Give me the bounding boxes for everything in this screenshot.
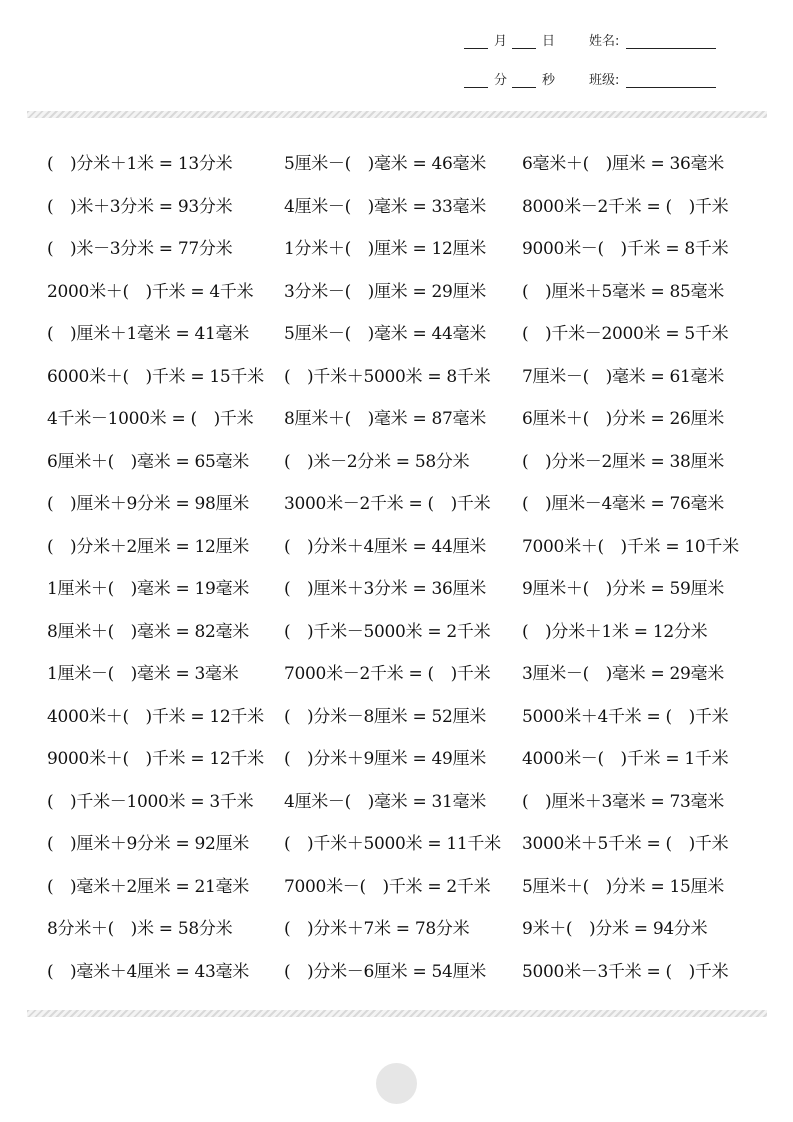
problem-item[interactable]: ( )分米＋1米 = 12分米: [522, 621, 708, 642]
month-label: 月: [494, 34, 508, 49]
problem-item[interactable]: 7000米－( )千米 = 2千米: [284, 876, 491, 897]
problem-item[interactable]: ( )厘米＋3分米 = 36厘米: [284, 579, 486, 599]
day-blank[interactable]: [512, 48, 536, 49]
problem-item[interactable]: 2000米＋( )千米 = 4千米: [47, 281, 254, 302]
problem-item[interactable]: ( )分米＋7米 = 78分米: [284, 919, 470, 939]
problem-item[interactable]: ( )分米－2厘米 = 38厘米: [522, 451, 724, 472]
bottom-divider: [27, 1010, 767, 1017]
problem-item[interactable]: ( )米－2分米 = 58分米: [284, 451, 470, 472]
problem-item[interactable]: ( )千米＋5000米 = 8千米: [284, 366, 491, 387]
problem-item[interactable]: ( )分米＋2厘米 = 12厘米: [47, 536, 249, 557]
month-blank[interactable]: [464, 48, 488, 49]
problem-item[interactable]: 8000米－2千米 = ( )千米: [522, 196, 729, 217]
problem-item[interactable]: ( )千米－5000米 = 2千米: [284, 621, 491, 642]
problem-item[interactable]: 7厘米－( )毫米 = 61毫米: [522, 366, 724, 387]
day-label: 日: [542, 34, 556, 49]
problem-item[interactable]: 6000米＋( )千米 = 15千米: [47, 366, 264, 387]
problem-item[interactable]: ( )厘米＋3毫米 = 73毫米: [522, 791, 724, 812]
problem-item[interactable]: ( )分米－8厘米 = 52厘米: [284, 706, 486, 727]
problem-item[interactable]: ( )厘米＋9分米 = 98厘米: [47, 494, 249, 514]
problem-item[interactable]: 8厘米＋( )毫米 = 82毫米: [47, 621, 249, 642]
problem-item[interactable]: 4000米－( )千米 = 1千米: [522, 749, 729, 769]
problem-item[interactable]: ( )厘米＋1毫米 = 41毫米: [47, 324, 249, 344]
problem-item[interactable]: ( )厘米＋5毫米 = 85毫米: [522, 281, 724, 302]
problem-item[interactable]: 7000米＋( )千米 = 10千米: [522, 536, 739, 557]
problem-item[interactable]: 9000米－( )千米 = 8千米: [522, 239, 729, 259]
problem-item[interactable]: ( )千米－2000米 = 5千米: [522, 324, 729, 344]
date-name-row: [0, 32, 793, 52]
problem-item[interactable]: 5000米－3千米 = ( )千米: [522, 961, 729, 982]
problem-item[interactable]: 8厘米＋( )毫米 = 87毫米: [284, 409, 486, 429]
problem-item[interactable]: ( )毫米＋2厘米 = 21毫米: [47, 876, 249, 897]
problem-item[interactable]: ( )分米－6厘米 = 54厘米: [284, 961, 486, 982]
problem-item[interactable]: 6厘米＋( )毫米 = 65毫米: [47, 451, 249, 472]
name-label: 姓名:: [589, 34, 620, 49]
problem-item[interactable]: 6毫米＋( )厘米 = 36毫米: [522, 154, 724, 174]
problem-item[interactable]: 5厘米－( )毫米 = 44毫米: [284, 324, 486, 344]
problem-item[interactable]: 9000米＋( )千米 = 12千米: [47, 749, 264, 769]
problem-item[interactable]: 9厘米＋( )分米 = 59厘米: [522, 579, 724, 599]
minute-blank[interactable]: [464, 87, 488, 88]
problem-item[interactable]: 3厘米－( )毫米 = 29毫米: [522, 664, 724, 684]
minute-label: 分: [494, 73, 508, 88]
problem-item[interactable]: ( )厘米－4毫米 = 76毫米: [522, 494, 724, 514]
problem-item[interactable]: 5厘米＋( )分米 = 15厘米: [522, 876, 724, 897]
problem-item[interactable]: 5000米＋4千米 = ( )千米: [522, 706, 729, 727]
problem-item[interactable]: ( )分米＋4厘米 = 44厘米: [284, 536, 486, 557]
page-number-badge: [376, 1063, 417, 1104]
problem-item[interactable]: 4厘米－( )毫米 = 31毫米: [284, 791, 486, 812]
problem-item[interactable]: 8分米＋( )米 = 58分米: [47, 919, 233, 939]
time-class-row: [0, 71, 793, 91]
problem-item[interactable]: ( )厘米＋9分米 = 92厘米: [47, 834, 249, 854]
problem-item[interactable]: 3000米－2千米 = ( )千米: [284, 494, 491, 514]
problem-item[interactable]: 3000米＋5千米 = ( )千米: [522, 834, 729, 854]
problem-item[interactable]: ( )分米＋1米 = 13分米: [47, 154, 233, 174]
worksheet-header: [0, 0, 793, 110]
problem-item[interactable]: 7000米－2千米 = ( )千米: [284, 664, 491, 684]
problem-item[interactable]: 6厘米＋( )分米 = 26厘米: [522, 409, 724, 429]
problem-item[interactable]: ( )毫米＋4厘米 = 43毫米: [47, 961, 249, 982]
problem-item[interactable]: 1厘米－( )毫米 = 3毫米: [47, 664, 239, 684]
problem-item[interactable]: ( )千米＋5000米 = 11千米: [284, 834, 501, 854]
problem-item[interactable]: 4厘米－( )毫米 = 33毫米: [284, 196, 486, 217]
problem-item[interactable]: 1分米＋( )厘米 = 12厘米: [284, 239, 486, 259]
problem-item[interactable]: 4千米－1000米 = ( )千米: [47, 409, 254, 429]
problem-item[interactable]: ( )米－3分米 = 77分米: [47, 239, 233, 259]
top-divider: [27, 111, 767, 118]
class-label: 班级:: [589, 73, 620, 88]
problem-item[interactable]: ( )米＋3分米 = 93分米: [47, 196, 233, 217]
second-label: 秒: [542, 73, 556, 88]
second-blank[interactable]: [512, 87, 536, 88]
problem-item[interactable]: 1厘米＋( )毫米 = 19毫米: [47, 579, 249, 599]
problem-item[interactable]: 3分米－( )厘米 = 29厘米: [284, 281, 486, 302]
class-blank[interactable]: [626, 87, 716, 88]
problem-item[interactable]: 4000米＋( )千米 = 12千米: [47, 706, 264, 727]
problem-item[interactable]: ( )千米－1000米 = 3千米: [47, 791, 254, 812]
name-blank[interactable]: [626, 48, 716, 49]
problem-item[interactable]: 9米＋( )分米 = 94分米: [522, 919, 708, 939]
problem-item[interactable]: ( )分米＋9厘米 = 49厘米: [284, 749, 486, 769]
problem-item[interactable]: 5厘米－( )毫米 = 46毫米: [284, 154, 486, 174]
